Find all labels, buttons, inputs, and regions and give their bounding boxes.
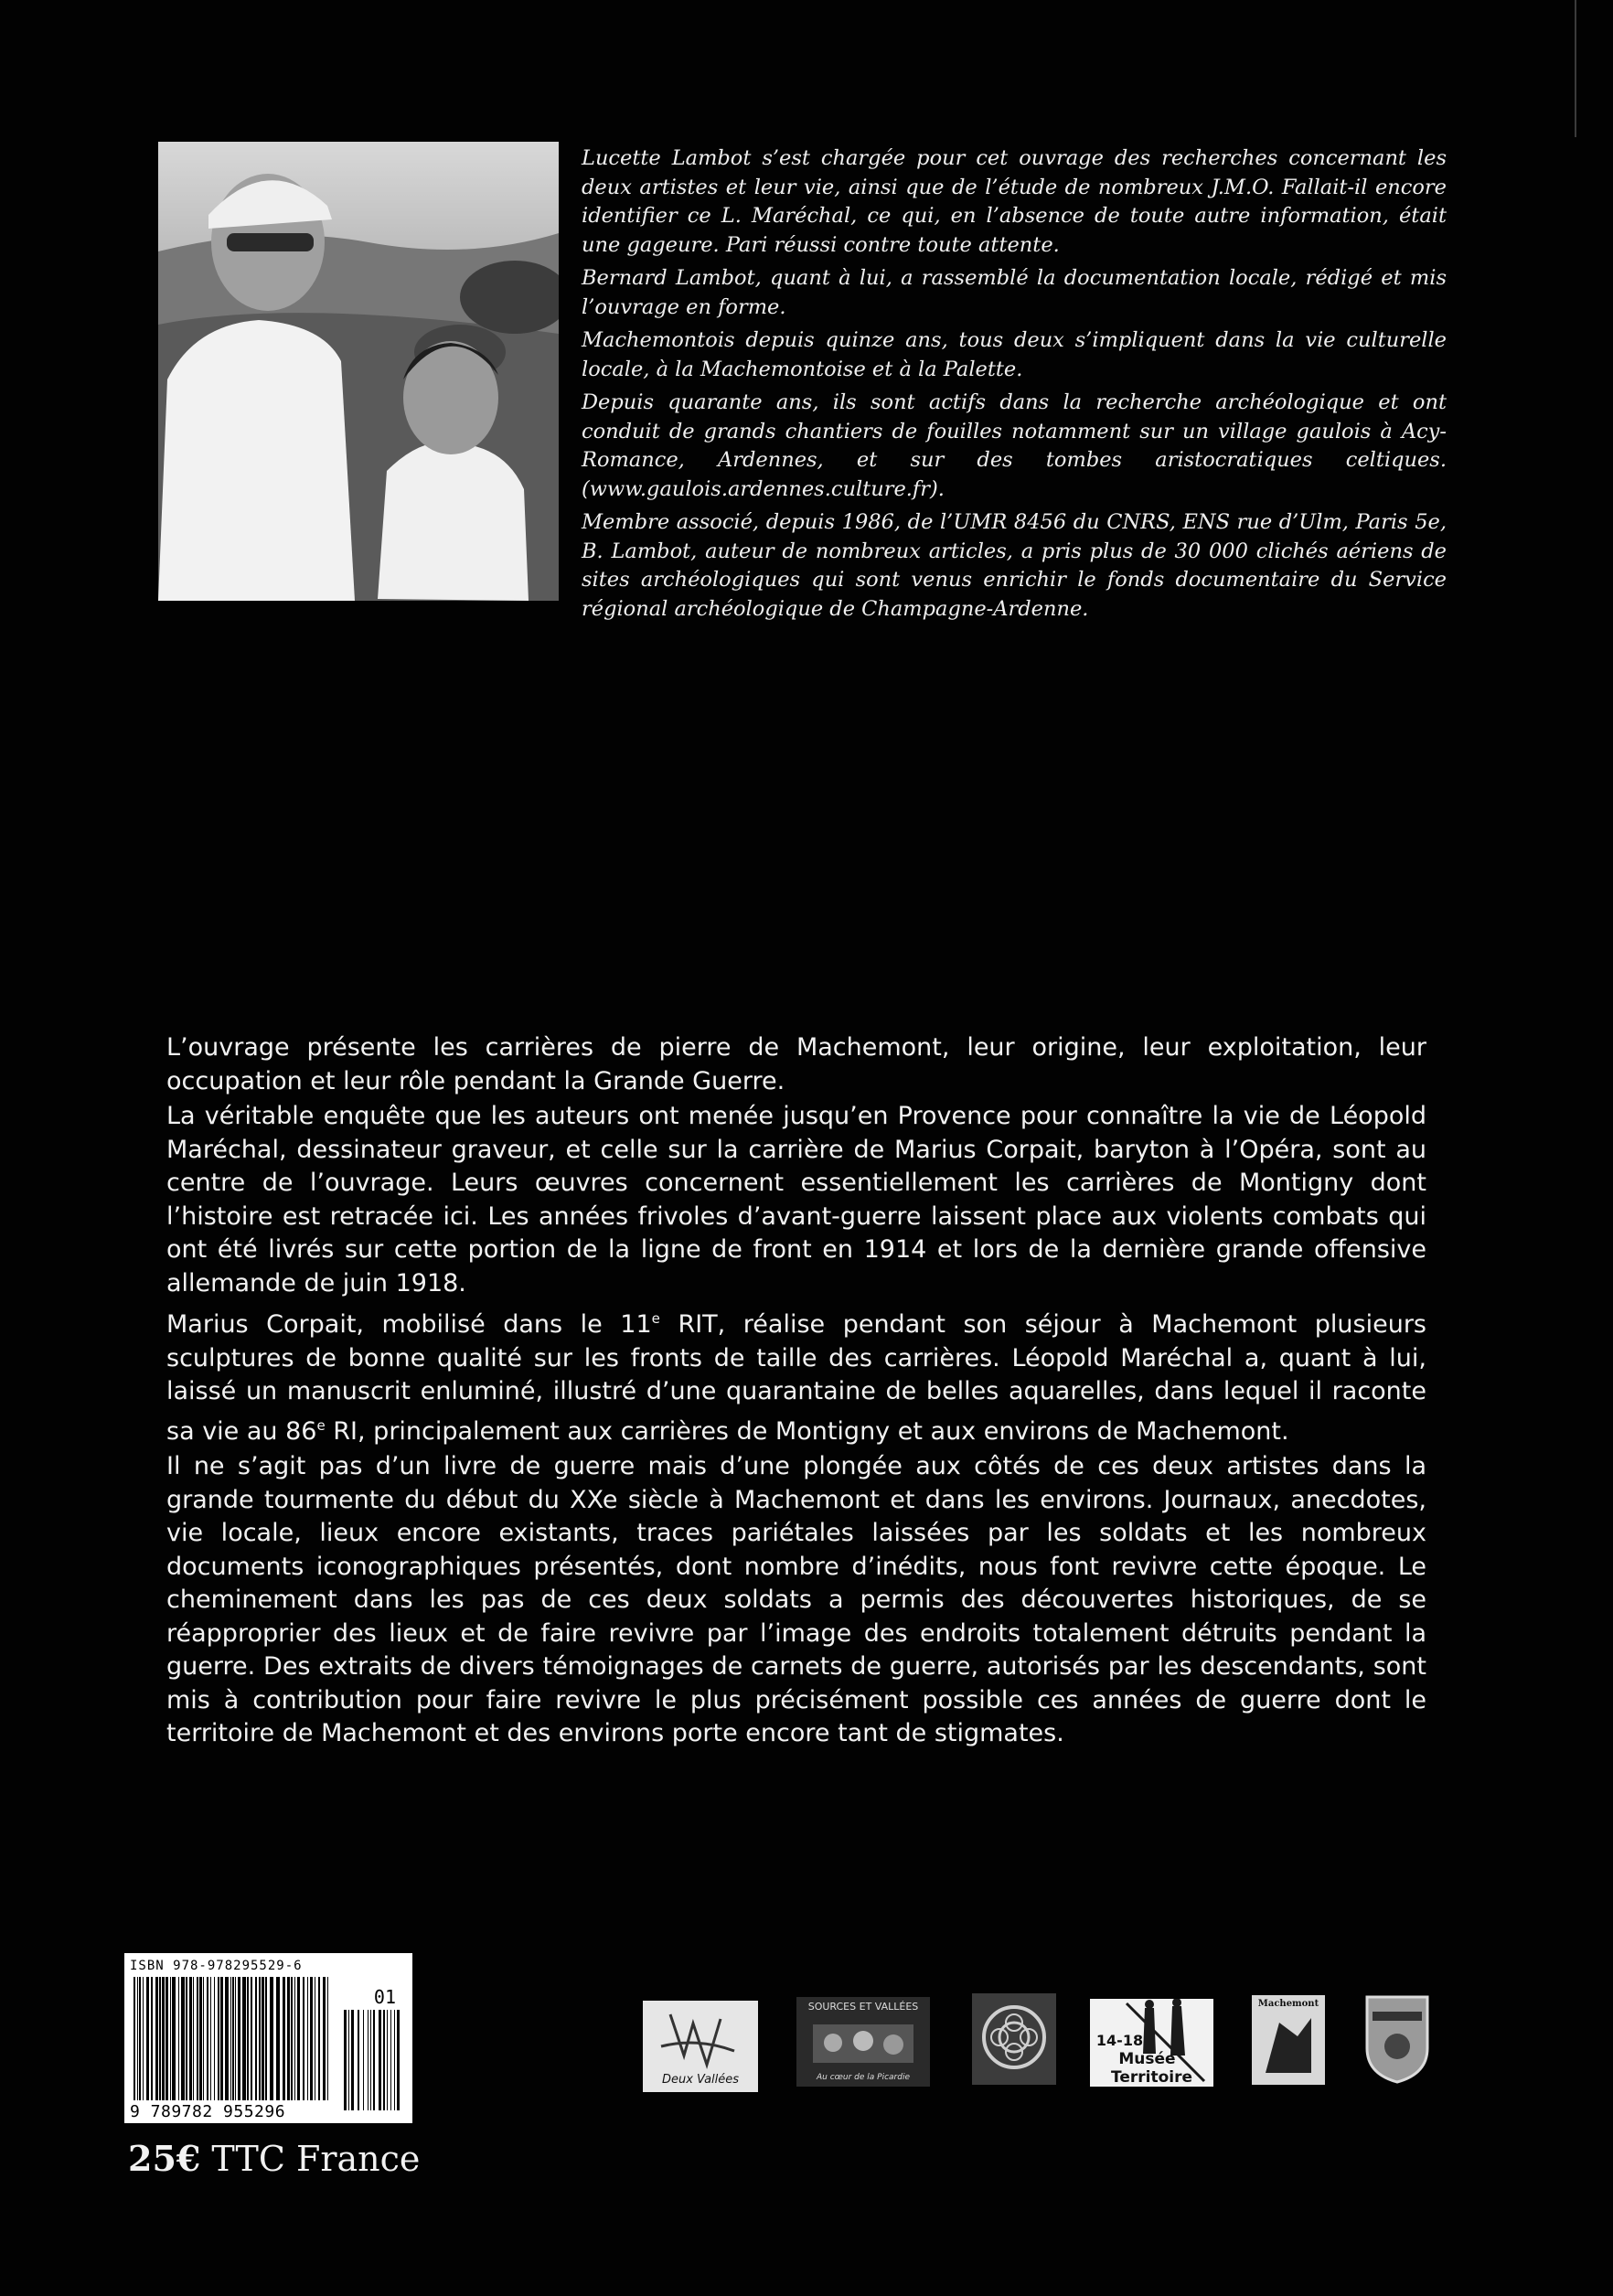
- logo-label: Deux Vallées: [661, 2073, 740, 2087]
- bio-paragraph: Lucette Lambot s’est chargée pour cet ouvrage des recherches concernant les deux artistes et leur vie, ainsi que de l’étude de nombreux J.M.O. Fallait-il encore identifier ce L. Maréchal, ce qui, en l’absence de toute autre information, était une gageure. Pari réussi contre toute attente.: [582, 146, 1447, 257]
- partner-logos: [0, 1993, 1613, 2094]
- book-description: [166, 1031, 1426, 1753]
- bio-paragraph: Depuis quarante ans, ils sont actifs dans la recherche archéologique et ont conduit de grands chantiers de fouilles notamment sur un village gaulois à Acy-Romance, Ardennes, et sur des tombes aristocratiques celtiques. (www.gaulois.ardennes.culture.fr).: [582, 390, 1447, 501]
- description-paragraph: L’ouvrage présente les carrières de pierre de Machemont, leur origine, leur exploitation, leur occupation et leur rôle pendant la Grande Guerre.: [166, 1033, 1426, 1095]
- author-bio: [582, 144, 1447, 628]
- barcode-digits: 9 789782 955296: [130, 2102, 286, 2121]
- ordinal-sup: e: [651, 1310, 660, 1327]
- logo-tagline: Au cœur de la Picardie: [816, 2073, 910, 2082]
- logo-label: SOURCES ET VALLÉES: [807, 2001, 919, 2013]
- description-paragraph: [166, 1302, 1426, 1448]
- description-paragraph: Il ne s’agit pas d’un livre de guerre mais d’une plongée aux côtés de ces deux artistes dans la grande tourmente du début du XXe siècle à Machemont et dans les environs. Journaux, anecdotes, vie locale, lieux encore existants, traces pariétales laissées par les soldats et les nombreux documents iconographiques présentés, dont nombre d’inédits, nous font revivre cette époque. Le cheminement dans les pas de ces deux soldats a permis des découvertes historiques, de se réapproprier des lieux et de faire revivre par l’image des endroits totalement détruits pendant la guerre. Des extraits de divers témoignages de carnets de guerre, autorisés par les descendants, sont mis à contribution pour faire revivre le plus précisément possible ces années de guerre dont le territoire de Machemont et des environs porte encore tant de stigmates.: [166, 1452, 1426, 1747]
- ordinal-sup: e: [316, 1416, 326, 1434]
- bio-paragraph: Machemontois depuis quinze ans, tous deux s’impliquent dans la vie culturelle locale, à la Machemontoise et à la Palette.: [582, 328, 1447, 381]
- text-run: Marius Corpait, mobilisé dans le 11: [166, 1310, 652, 1339]
- logo-label: Machemont: [1257, 1999, 1319, 2009]
- price-amount: 25€: [128, 2138, 201, 2179]
- price-suffix: TTC France: [211, 2139, 421, 2179]
- logo-label: Territoire: [1110, 2068, 1192, 2087]
- circle-emblem-logo: [972, 1993, 1056, 2085]
- barcode-addon: 01: [373, 1986, 396, 2008]
- price: [128, 2138, 420, 2179]
- machemont-logo: [1252, 1995, 1325, 2085]
- bio-paragraph: Bernard Lambot, quant à lui, a rassemblé la documentation locale, rédigé et mis l’ouvrage en forme.: [582, 266, 1447, 319]
- isbn-label: ISBN 978-978295529-6: [130, 1959, 303, 1973]
- text-run: RIT, réalise pendant son séjour à Machemont plusieurs sculptures de bonne qualité sur les fronts de taille des carrières. Léopold Maréchal a, quant à lui, laissé un manuscrit enluminé, illustré d’une quarantaine de belles aquarelles, dans lequel il raconte sa vie au 86: [166, 1310, 1426, 1446]
- shield-icon: [1363, 1993, 1431, 2085]
- description-paragraph: La véritable enquête que les auteurs ont menée jusqu’en Provence pour connaître la vie de Léopold Maréchal, dessinateur graveur, et celle sur la carrière de Marius Corpait, baryton à l’Opéra, sont au centre de l’ouvrage. Leurs œuvres concernent essentiellement les carrières de Montigny dont l’histoire est retracée ici. Les années frivoles d’avant-guerre laissent place aux violents combats qui ont été livrés sur cette portion de la ligne de front en 1914 et lors de la dernière grande offensive allemande de juin 1918.: [166, 1102, 1426, 1298]
- sources-vallees-logo: [796, 1997, 930, 2087]
- author-photo-illustration: [158, 142, 559, 601]
- bio-paragraph: Membre associé, depuis 1986, de l’UMR 8456 du CNRS, ENS rue d’Ulm, Paris 5e, B. Lambot, auteur de nombreux articles, a pris plus de 30 000 clichés aériens de sites archéologiques qui sont venus enrichir le fonds documentaire du Service régional archéologique de Champagne-Ardenne.: [582, 510, 1447, 621]
- author-photo: [158, 142, 559, 601]
- logo-label: 14-18: [1095, 2032, 1144, 2049]
- flower-circle-icon: [972, 1993, 1056, 2085]
- text-run: RI, principalement aux carrières de Montigny et aux environs de Machemont.: [325, 1416, 1289, 1446]
- machemont-emblem: [1252, 1995, 1325, 2085]
- heraldic-shield-logo: [1363, 1993, 1431, 2085]
- deux-vallees-logo: [643, 2001, 758, 2092]
- page-edge-line: [1575, 0, 1576, 137]
- musee-territoire-logo: [1090, 1999, 1213, 2087]
- logo-label: Musée: [1118, 2050, 1176, 2068]
